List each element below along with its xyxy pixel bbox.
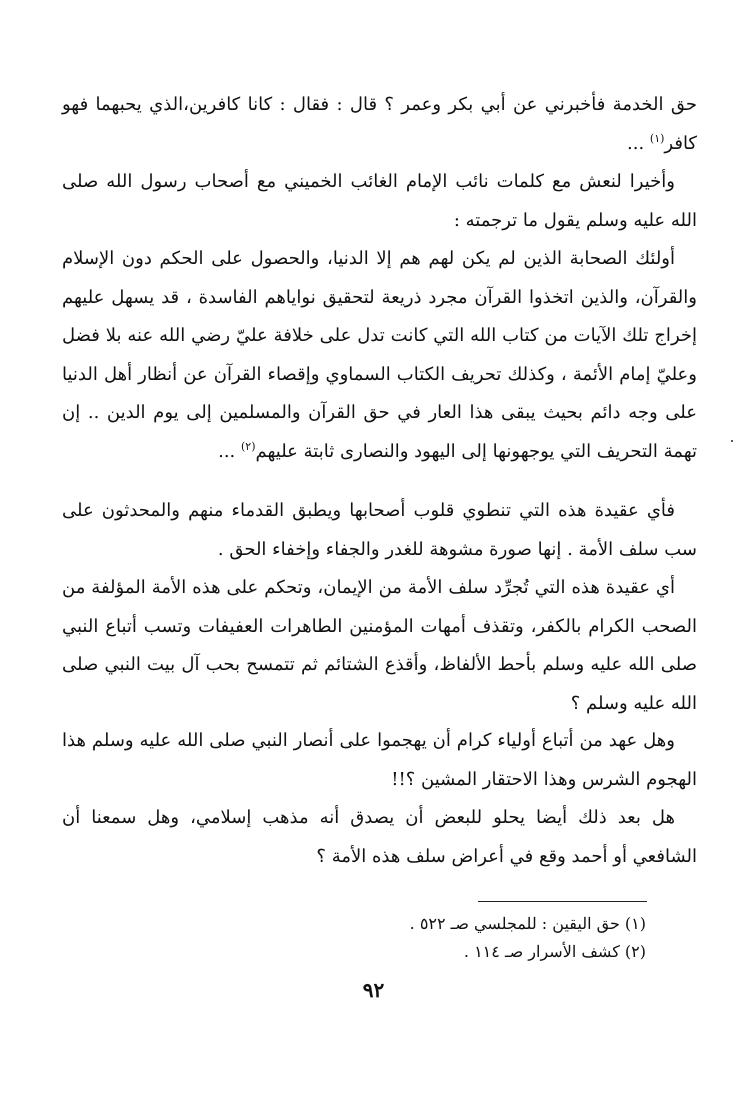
paragraph-text: أي عقيدة هذه التي تُجرِّد سلف الأمة من الإيمان، وتحكم على هذه الأمة المؤلفة من الصحب الكرام بالكفر، وتقذف أمهات المؤمنين الطاهرات العفيفات وتسب أتباع النبي صلى الله عليه وسلم بأحط الألفاظ، وأقذع الشتائم ثم تتمسح بحب آل بيت النبي صلى الله عليه وسلم ؟ — [62, 577, 697, 714]
paragraph-6 — [62, 722, 697, 799]
paragraph-1 — [62, 86, 697, 163]
page-number: ٩٢ — [362, 978, 385, 1002]
paragraph-quote — [62, 240, 697, 471]
margin-dot — [731, 440, 733, 442]
paragraph-2 — [62, 163, 697, 240]
paragraph-text: وهل عهد من أتباع أولياء كرام أن يهجموا على أنصار النبي صلى الله عليه وسلم هذا الهجوم الشرس وهذا الاحتقار المشين ؟!! — [62, 730, 697, 790]
paragraph-text: فأي عقيدة هذه التي تنطوي قلوب أصحابها ويطبق القدماء منهم والمحدثون على سب سلف الأمة . إنها صورة مشوهة للغدر والجفاء وإخفاء الحق . — [62, 500, 697, 560]
footnote-reference: (٢) — [241, 439, 256, 453]
paragraph-5 — [62, 569, 697, 723]
paragraph-tail: ... — [627, 132, 650, 154]
paragraph-text: وأخيرا لنعش مع كلمات نائب الإمام الغائب الخميني مع أصحاب رسول الله صلى الله عليه وسلم يقول ما ترجمته : — [62, 171, 697, 231]
footnotes — [200, 910, 646, 966]
footnote-reference: (١) — [649, 131, 665, 145]
paragraph-text: هل بعد ذلك أيضا يحلو للبعض أن يصدق أنه مذهب إسلامي، وهل سمعنا أن الشافعي أو أحمد وقع في أعراض سلف هذه الأمة ؟ — [62, 807, 697, 867]
paragraph-7 — [62, 799, 697, 876]
paragraph-text: أولئك الصحابة الذين لم يكن لهم هم إلا الدنيا، والحصول على الحكم دون الإسلام والقرآن، والذين اتخذوا القرآن مجرد ذريعة لتحقيق نواياهم الفاسدة ، قد يسهل عليهم إخراج تلك الآيات من كتاب الله التي كانت تدل على خلافة عليّ رضي الله عنه بلا فضل وعليّ إمام الأئمة ، وكذلك تحريف الكتاب السماوي وإقصاء القرآن عن أنظار أهل الدنيا على وجه دائم بحيث يبقى هذا العار في حق القرآن والمسلمين إلى يوم الدين .. إن تهمة التحريف التي يوجهونها إلى اليهود والنصارى ثابتة عليهم — [62, 248, 697, 462]
footnote-2: (٢) كشف الأسرار صـ ١١٤ . — [463, 942, 646, 961]
footnote-1: (١) حق اليقين : للمجلسي صـ ٥٢٢ . — [409, 914, 646, 933]
paragraph-text: حق الخدمة فأخبرني عن أبي بكر وعمر ؟ قال : فقال : كانا كافرين،الذي يحبهما فهو كافر — [62, 94, 697, 154]
paragraph-tail: ... — [218, 440, 241, 462]
footnote-divider — [478, 901, 647, 902]
paragraph-4 — [62, 492, 697, 569]
